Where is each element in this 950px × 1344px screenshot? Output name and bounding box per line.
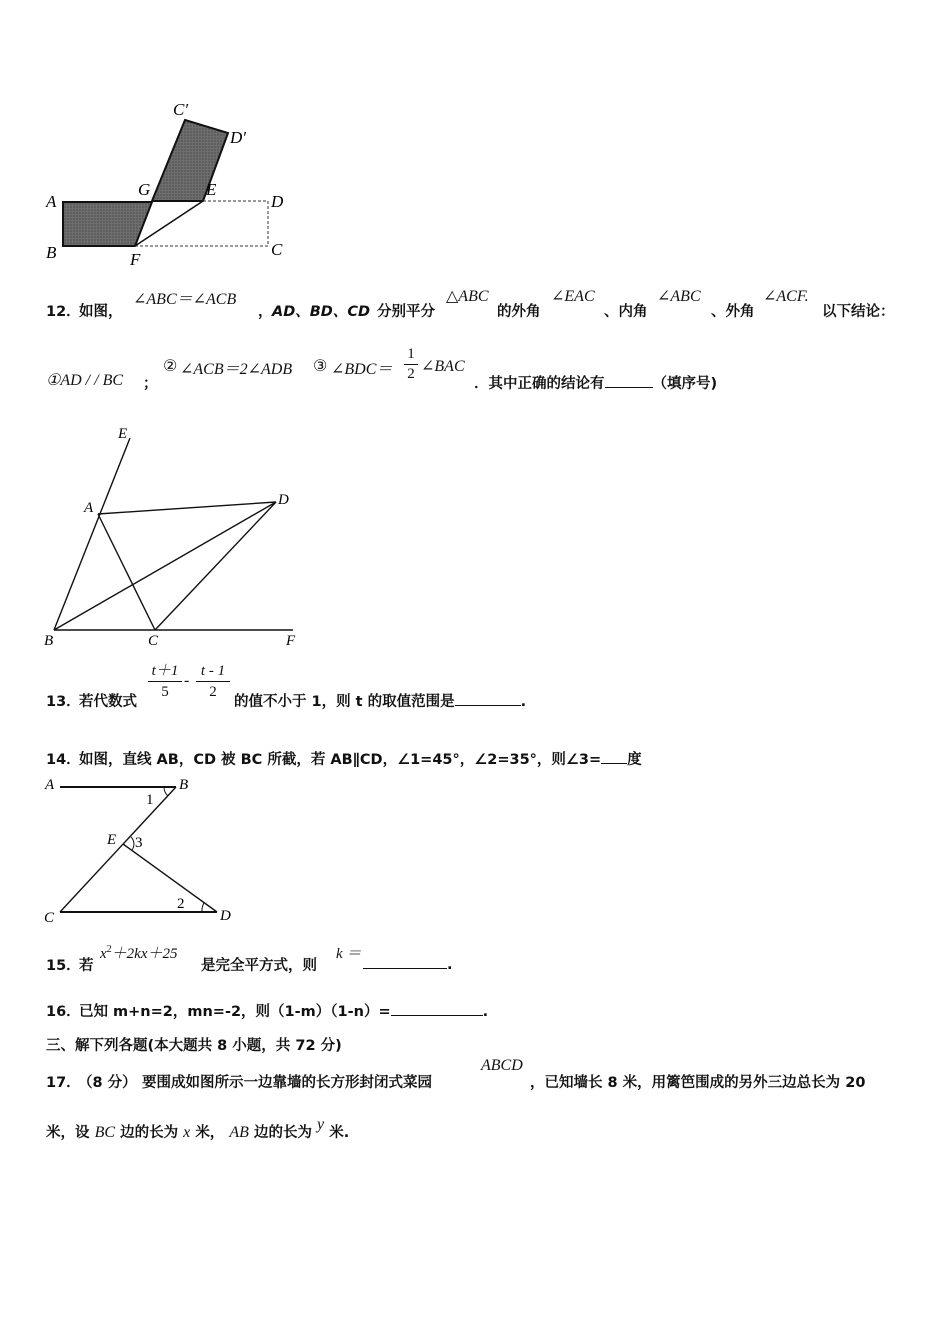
label-c: C bbox=[44, 910, 55, 926]
angle-2-label: 2 bbox=[177, 896, 185, 912]
q17-x: x bbox=[183, 1124, 191, 1141]
q13-fraction-2 bbox=[196, 662, 230, 701]
q12-lines: AD、BD、CD bbox=[272, 304, 371, 320]
shaded-rect-gec-d bbox=[152, 120, 228, 201]
angle-3-label: 3 bbox=[135, 835, 143, 851]
label-b: B bbox=[46, 243, 57, 262]
q12-c2-mark: ② bbox=[163, 358, 178, 375]
q17-l2e: 米. bbox=[329, 1125, 350, 1141]
q13-den2: 2 bbox=[209, 684, 217, 700]
q14-text: 如图，直线 AB，CD 被 BC 所截，若 AB∥CD，∠1=45°，∠2=35°，则∠3= bbox=[79, 752, 602, 768]
q15-mid: 是完全平方式，则 bbox=[201, 958, 317, 974]
label-c: C bbox=[148, 633, 159, 649]
q12-frac-den: 2 bbox=[407, 366, 415, 382]
label-e: E bbox=[118, 426, 128, 442]
label-e: E bbox=[206, 180, 217, 199]
q15-expr-x: x bbox=[100, 946, 107, 962]
q13-fraction-1 bbox=[148, 662, 182, 701]
q13-minus: - bbox=[184, 672, 190, 689]
q12-sep2: ； bbox=[143, 376, 158, 392]
section-3-title: 三、解下列各题(本大题共 8 小题，共 72 分) bbox=[46, 1038, 342, 1054]
q15-expression bbox=[100, 942, 178, 963]
q17-l2c: 米， bbox=[195, 1125, 225, 1141]
q12-given-angles: ∠ABC＝∠ACB bbox=[133, 291, 237, 308]
q12-triangle: △ABC bbox=[446, 288, 489, 305]
q12-tail-text: ．其中正确的结论有 bbox=[474, 376, 605, 392]
q12-answer-blank[interactable] bbox=[605, 373, 653, 388]
ray-be bbox=[54, 438, 130, 630]
label-a: A bbox=[46, 192, 57, 211]
q14-line bbox=[79, 748, 642, 769]
line-ed bbox=[123, 844, 217, 912]
q17-line2 bbox=[46, 1116, 350, 1142]
q12-inner: 、内角 bbox=[604, 304, 648, 320]
q14-unit: 度 bbox=[627, 752, 642, 768]
q17-points: （8 分） bbox=[78, 1075, 137, 1091]
q13-tail-text: 的值不小于 1，则 t 的取值范围是 bbox=[234, 694, 455, 710]
q12-conclusion-3-left: ∠BDC＝ bbox=[331, 361, 393, 378]
q17-garden: ABCD bbox=[481, 1057, 523, 1074]
q12-conclusion-2: ∠ACB＝2∠ADB bbox=[180, 361, 293, 378]
q12-angle-acf: ∠ACF. bbox=[763, 288, 809, 305]
q12-frac-bar bbox=[404, 364, 418, 365]
q12-fraction bbox=[404, 346, 418, 383]
figure-parallel-lines bbox=[40, 772, 240, 927]
q12-conclusions-lead: 以下结论： bbox=[822, 304, 895, 320]
label-a: A bbox=[84, 500, 94, 516]
q17-ab: AB bbox=[229, 1124, 249, 1141]
q15-answer-blank[interactable] bbox=[363, 954, 447, 969]
q17-bc: BC bbox=[94, 1124, 116, 1141]
q15-expr-rest: ＋2kx＋25 bbox=[111, 946, 178, 962]
q13-frac2-bar bbox=[196, 681, 230, 682]
q14-number: 14． bbox=[46, 752, 81, 768]
q16-line bbox=[79, 1000, 488, 1021]
segment-bd bbox=[54, 502, 276, 630]
q12-outer: 、外角 bbox=[711, 304, 755, 320]
angle-1-label: 1 bbox=[146, 792, 154, 808]
q12-lead: 如图， bbox=[79, 304, 123, 320]
q12-conclusion-1: ①AD / / BC bbox=[46, 372, 124, 389]
q12-conclusion-3-right: ∠BAC bbox=[421, 358, 465, 375]
q13-den1: 5 bbox=[161, 684, 169, 700]
q17-number: 17． bbox=[46, 1075, 81, 1091]
label-d: D bbox=[271, 192, 284, 211]
q15-blank-wrap bbox=[363, 954, 453, 973]
q12-tail bbox=[474, 372, 717, 393]
q16-text: 已知 m+n=2，mn=-2，则（1-m）（1-n）= bbox=[79, 1004, 391, 1020]
q12-fill-note: （填序号) bbox=[652, 376, 718, 392]
q12-angle-eac: ∠EAC bbox=[551, 288, 595, 305]
label-b: B bbox=[179, 777, 189, 793]
segment-ad bbox=[98, 502, 276, 514]
q13-num1: t＋1 bbox=[151, 663, 179, 679]
q16-end: . bbox=[482, 1004, 489, 1020]
label-d-prime: D′ bbox=[230, 128, 246, 147]
q12-bisect: 分别平分 bbox=[377, 304, 435, 320]
q12-of-ext: 的外角 bbox=[497, 304, 541, 320]
q17-l2a: 米，设 bbox=[46, 1125, 90, 1141]
q15-number: 15． bbox=[46, 958, 81, 974]
angle-3-arc bbox=[131, 837, 134, 850]
label-c-prime: C′ bbox=[173, 100, 189, 119]
figure-angle-bisectors bbox=[40, 420, 310, 655]
line-bc bbox=[60, 787, 176, 912]
q17-l2b: 边的长为 bbox=[120, 1125, 179, 1141]
q16-number: 16． bbox=[46, 1004, 81, 1020]
q17-l2d: 边的长为 bbox=[253, 1125, 312, 1141]
q13-frac1-bar bbox=[148, 681, 182, 682]
segment-ac bbox=[98, 514, 155, 630]
label-f: F bbox=[130, 250, 141, 269]
q15-expr-exp: 2 bbox=[106, 944, 112, 955]
q14-answer-blank[interactable] bbox=[601, 749, 627, 764]
segment-cd bbox=[155, 502, 276, 630]
q12-angle-abc: ∠ABC bbox=[657, 288, 701, 305]
q16-answer-blank[interactable] bbox=[391, 1001, 483, 1016]
shaded-rect-abfg bbox=[63, 202, 152, 246]
label-b: B bbox=[44, 633, 54, 649]
q12-frac-num: 1 bbox=[407, 346, 415, 362]
q13-tail bbox=[234, 690, 526, 711]
q13-end: . bbox=[520, 694, 527, 710]
label-a: A bbox=[45, 777, 55, 793]
label-d: D bbox=[220, 908, 231, 924]
figure-folded-rectangle bbox=[40, 95, 310, 275]
angle-2-arc bbox=[202, 903, 204, 912]
q17-line1: 要围成如图所示一边靠墙的长方形封闭式菜园 bbox=[142, 1075, 432, 1091]
q12-sep1: ， bbox=[258, 304, 273, 320]
q15-k: k ＝ bbox=[336, 946, 362, 962]
q15-lead: 若 bbox=[79, 958, 94, 974]
q17-line1-tail: ，已知墙长 8 米，用篱笆围成的另外三边总长为 20 bbox=[530, 1075, 866, 1091]
label-c: C bbox=[271, 240, 283, 259]
q13-num2: t - 1 bbox=[200, 663, 226, 679]
q15-end: . bbox=[447, 957, 453, 973]
q13-lead: 若代数式 bbox=[79, 694, 137, 710]
label-e: E bbox=[107, 832, 117, 848]
q12-c3-mark: ③ bbox=[313, 358, 328, 375]
label-g: G bbox=[138, 180, 151, 199]
q13-answer-blank[interactable] bbox=[455, 691, 521, 706]
q13-number: 13． bbox=[46, 694, 81, 710]
label-f: F bbox=[286, 633, 296, 649]
q17-y: y bbox=[317, 1116, 325, 1133]
angle-1-arc bbox=[164, 787, 168, 796]
q12-number: 12． bbox=[46, 304, 81, 320]
label-d: D bbox=[278, 492, 289, 508]
